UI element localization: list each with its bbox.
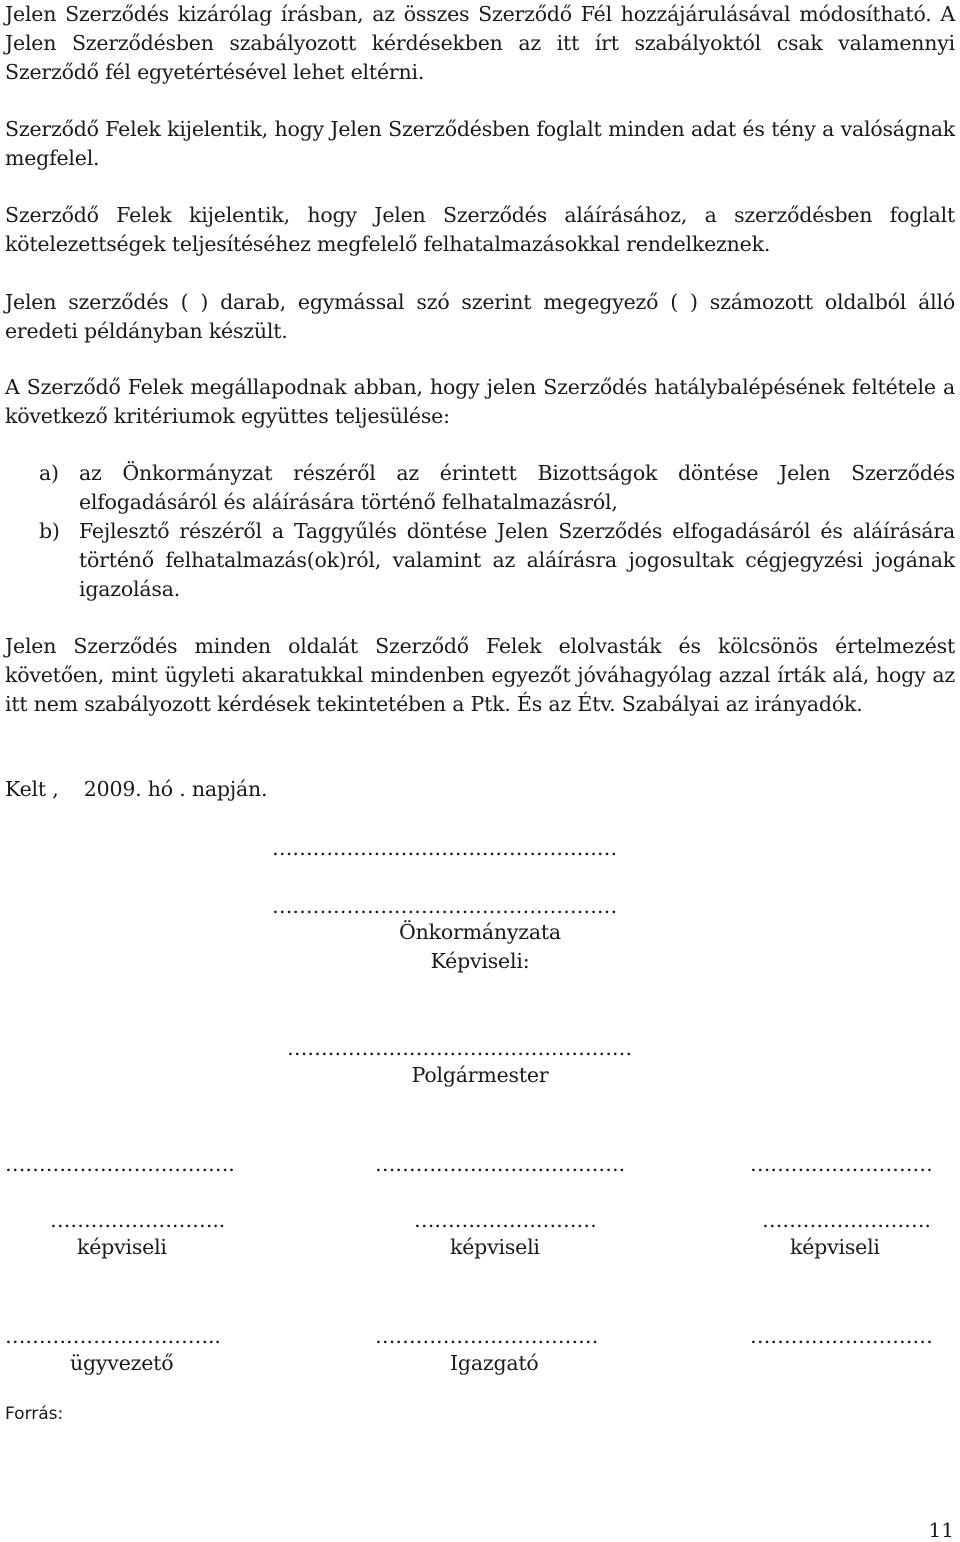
signature-line: ………………………….. [5,1324,221,1348]
list-marker: a) [39,461,59,485]
date-line: Kelt , 2009. hó . napján. [5,777,268,801]
managing-director-label: ügyvezető [70,1351,174,1375]
director-label: Igazgató [450,1351,539,1375]
represented-by-label: Képviseli: [430,949,530,973]
signature-line: …………………………………………… [287,1036,633,1060]
representative-label: képviseli [450,1235,540,1259]
signature-line: …………………………………………… [272,836,618,860]
conditions-list [5,459,955,604]
paragraph-amendment: Jelen Szerződés kizárólag írásban, az összes Szerződő Fél hozzájárulásával módosítható. A Jelen Szerződésben szabályozott kérdésekben az itt írt szabályoktól csak valamennyi Szerződő fél egyetértésével lehet eltérni. [5,2,955,84]
paragraph-closing: Jelen Szerződés minden oldalát Szerződő Felek elolvasták és kölcsönös értelmezést követően, mint ügyleti akaratukkal mindenben egyezőt jóváhagyólag azzal írták alá, hogy az itt nem szabályozott kérdések tekintetében a Ptk. És az Étv. Szabályai az irányadók. [5,634,955,716]
paragraph-data-truth: Szerződő Felek kijelentik, hogy Jelen Szerződésben foglalt minden adat és tény a valóságnak megfelel. [5,117,955,170]
paragraph-authorization: Szerződő Felek kijelentik, hogy Jelen Szerződés aláírásához, a szerződésben foglalt kötelezettségek teljesítéséhez megfelelő felhatalmazásokkal rendelkeznek. [5,203,955,256]
paragraph-copies: Jelen szerződés ( ) darab, egymással szó szerint megegyező ( ) számozott oldalból álló eredeti példányban készült. [5,290,955,343]
signature-line: ………………………………. [375,1152,625,1176]
signature-line: ……………………………. [5,1152,235,1176]
signature-line: …………………….. [50,1208,226,1232]
signature-line: ……………………… [414,1208,597,1232]
page-number: 11 [928,1518,954,1542]
source-label: Forrás: [5,1404,64,1424]
representative-label: képviseli [790,1235,880,1259]
municipality-label: Önkormányzata [399,920,561,944]
paragraph-conditions-intro: A Szerződő Felek megállapodnak abban, hogy jelen Szerződés hatálybalépésének feltétele a következő kritériumok együttes teljesülése: [5,375,955,428]
list-item [5,459,955,517]
signature-line: …………………………… [375,1324,599,1348]
signature-line: ……………………… [750,1324,933,1348]
list-item-text: az Önkormányzat részéről az érintett Bizottságok döntése Jelen Szerződés elfogadásáról és aláírására történő felhatalmazásról, [79,461,955,514]
signature-line: ……………………… [750,1152,933,1176]
representative-label: képviseli [77,1235,167,1259]
list-item [5,517,955,604]
list-marker: b) [39,519,60,543]
list-item-text: Fejlesztő részéről a Taggyűlés döntése Jelen Szerződés elfogadásáról és aláírására történő felhatalmazás(ok)ról, valamint az aláírásra jogosultak cégjegyzési jogának igazolása. [79,519,955,601]
signature-line: …………………………………………… [272,894,618,918]
mayor-label: Polgármester [411,1063,549,1087]
signature-line: ……………………. [762,1208,931,1232]
